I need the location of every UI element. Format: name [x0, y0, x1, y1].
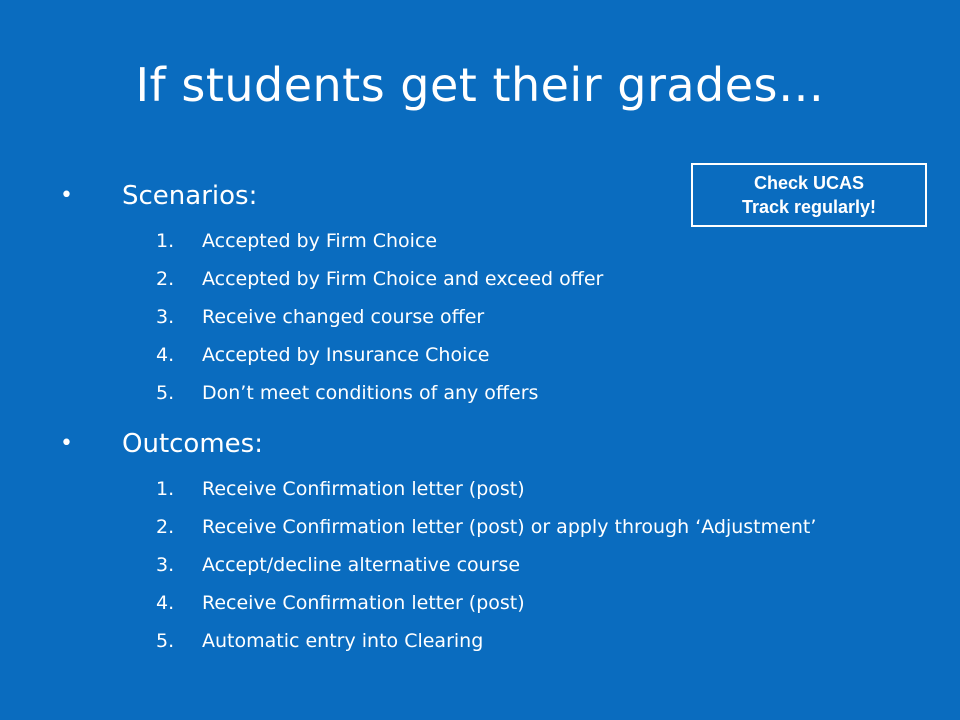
item-text: Receive changed course offer	[202, 306, 485, 328]
item-number: 1.	[156, 478, 175, 500]
item-number: 3.	[156, 306, 175, 328]
item-text: Receive Confirmation letter (post)	[202, 478, 525, 500]
item-number: 4.	[156, 344, 175, 366]
item-text: Accepted by Firm Choice and exceed offer	[202, 268, 604, 290]
item-text: Accept/decline alternative course	[202, 554, 521, 576]
callout-line-1: Check UCAS	[753, 173, 865, 193]
item-text: Automatic entry into Clearing	[202, 630, 484, 652]
item-number: 1.	[156, 230, 175, 252]
item-number: 4.	[156, 592, 175, 614]
item-text: Receive Confirmation letter (post)	[202, 592, 525, 614]
item-text: Don’t meet conditions of any offers	[202, 382, 539, 404]
slide-title: If students get their grades…	[135, 58, 825, 112]
item-number: 2.	[156, 268, 175, 290]
check-ucas-callout	[691, 163, 927, 227]
scenarios-label: Scenarios:	[122, 181, 258, 211]
item-number: 5.	[156, 630, 175, 652]
item-text: Receive Confirmation letter (post) or apply through ‘Adjustment’	[202, 516, 817, 538]
item-number: 3.	[156, 554, 175, 576]
item-text: Accepted by Insurance Choice	[202, 344, 490, 366]
callout-line-2: Track regularly!	[741, 197, 877, 217]
item-number: 2.	[156, 516, 175, 538]
bullet-icon: •	[60, 183, 73, 208]
item-text: Accepted by Firm Choice	[202, 230, 438, 252]
bullet-icon: •	[60, 431, 73, 456]
outcomes-label: Outcomes:	[122, 429, 263, 459]
item-number: 5.	[156, 382, 175, 404]
